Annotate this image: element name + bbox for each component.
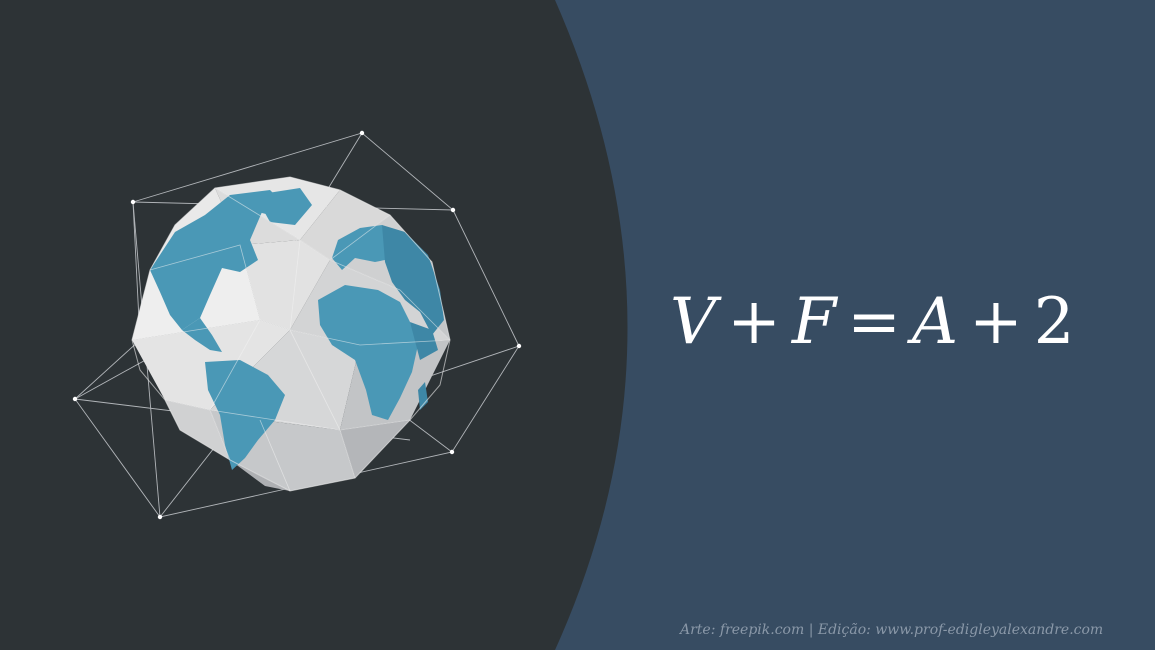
- credit-text: Arte: freepik.com | Edição: www.prof-edigleyalexandre.com: [680, 622, 1104, 638]
- network-node: [517, 344, 521, 348]
- network-node: [360, 131, 364, 135]
- network-node: [451, 208, 455, 212]
- network-node: [131, 200, 135, 204]
- formula-v: V: [670, 285, 718, 359]
- formula-two: 2: [1033, 285, 1076, 359]
- network-node: [158, 515, 162, 519]
- formula-plus: +: [969, 285, 1024, 359]
- network-node: [450, 450, 454, 454]
- formula-f: F: [791, 285, 838, 359]
- globe-icon: [132, 177, 450, 491]
- formula-a: A: [911, 285, 960, 359]
- euler-formula: [670, 285, 1130, 359]
- formula-plus: +: [727, 285, 782, 359]
- network-node: [73, 397, 77, 401]
- formula-equals: =: [847, 285, 902, 359]
